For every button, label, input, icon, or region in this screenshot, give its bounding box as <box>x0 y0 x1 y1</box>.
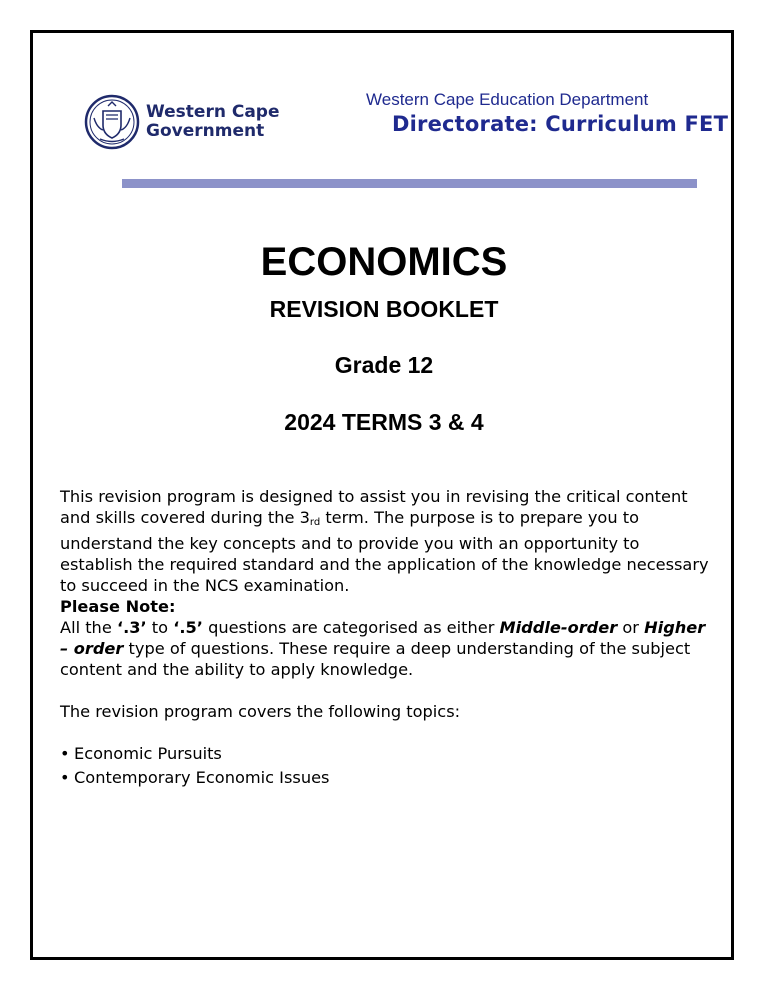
body-text <box>60 486 715 791</box>
bullet-icon: • <box>60 744 70 763</box>
grade-label: Grade 12 <box>334 352 434 378</box>
department-name: Western Cape Education Department <box>366 90 649 109</box>
note-heading: Please Note: <box>60 597 176 616</box>
logo-line-2: Government <box>146 121 265 141</box>
coat-of-arms-icon <box>84 94 140 150</box>
note-paragraph: All the ‘.3’ to ‘.5’ questions are categorised as either Middle-order or Higher – order type of questions. These require a deep understanding of the subject content and the ability to apply knowledge. <box>60 618 706 679</box>
page-title: ECONOMICS <box>260 240 508 284</box>
wcg-logo <box>84 94 280 150</box>
booklet-subtitle: REVISION BOOKLET <box>269 296 499 322</box>
intro-paragraph: This revision program is designed to assist you in revising the critical content and skills covered during the $3_{rd}$ term. The purpose is to prepare you to understand the key concepts and to provide you with an opportunity to establish the required standard and the application of the knowledge necessary to succeed in the NCS examination. <box>60 487 709 595</box>
logo-line-1: Western Cape <box>146 102 280 122</box>
list-item: • Economic Pursuits <box>60 744 222 763</box>
header-divider <box>122 179 697 188</box>
bullet-icon: • <box>60 768 70 787</box>
directorate-name: Directorate: Curriculum FET <box>392 112 729 136</box>
topics-list <box>60 743 715 788</box>
topics-intro: The revision program covers the following topics: <box>60 702 461 721</box>
terms-label: 2024 TERMS 3 & 4 <box>284 409 484 435</box>
list-item: • Contemporary Economic Issues <box>60 768 330 787</box>
